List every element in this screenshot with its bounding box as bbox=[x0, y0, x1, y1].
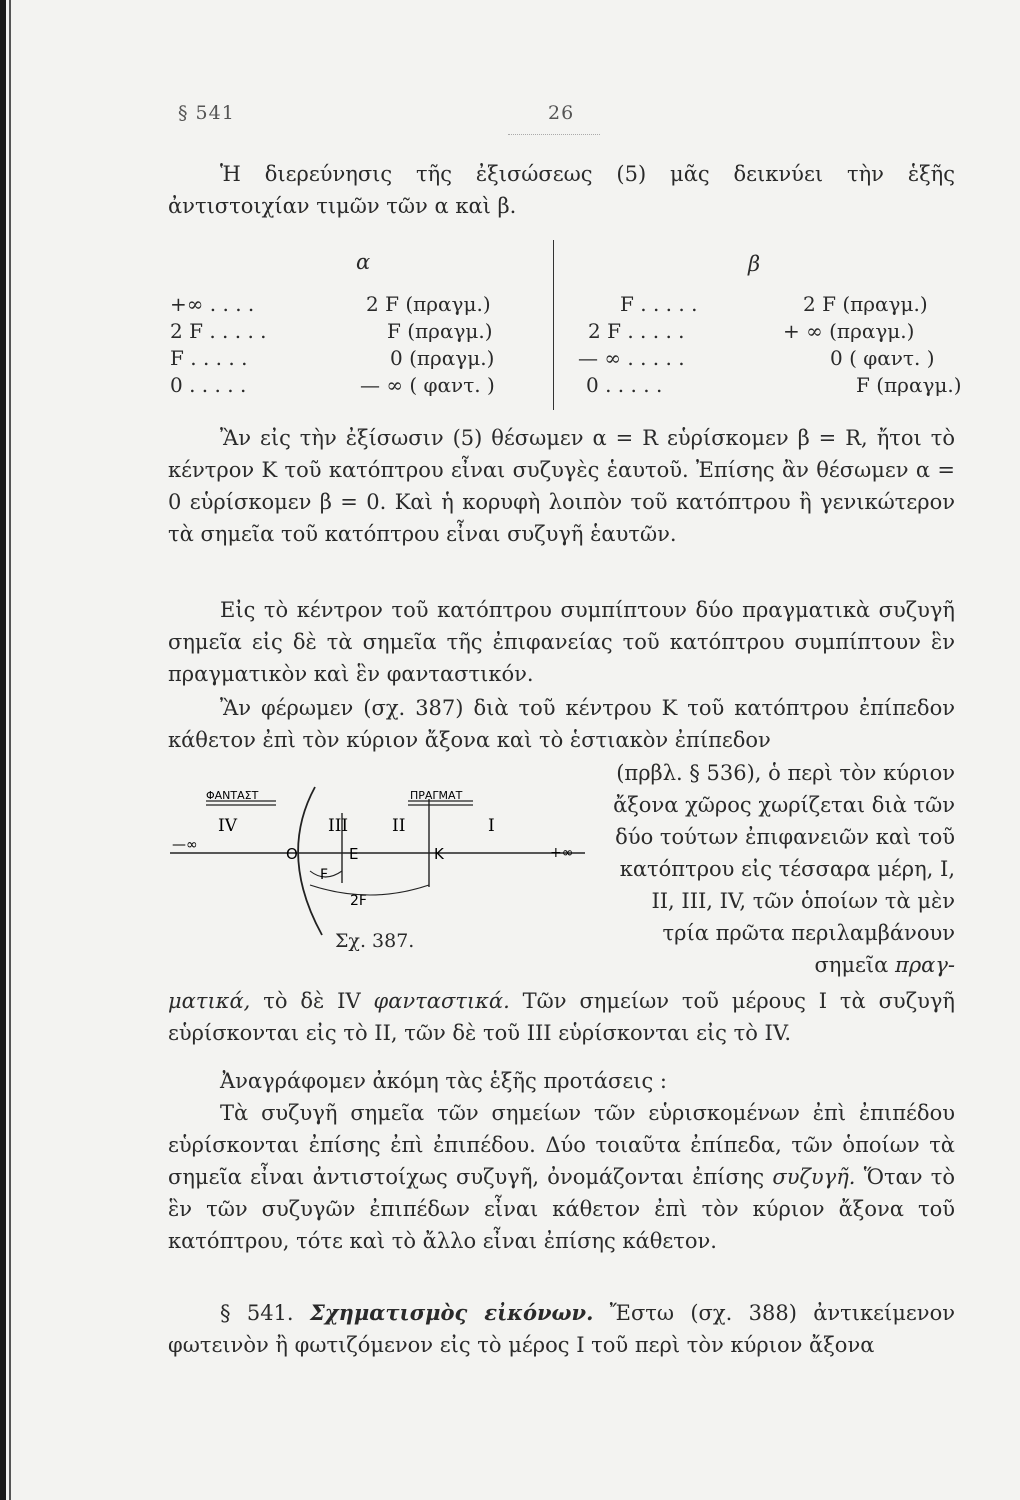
alpha-row: 0 . . . . . bbox=[170, 373, 247, 397]
regions-cont-text2: Τῶν σημείων τοῦ μέρους I τὰ συζυγῆ εὑρίσκονται εἰς τὸ II, τῶν δὲ τοῦ III εὑρίσκονται εἰς τὸ IV. bbox=[168, 989, 955, 1045]
regions-cont-text1: τὸ δὲ IV bbox=[263, 989, 361, 1013]
alpha-row: +∞ . . . . bbox=[170, 292, 255, 316]
label-fantast: ΦΑΝΤΑΣΤ bbox=[206, 789, 259, 802]
paragraph-regions-cont bbox=[168, 985, 955, 1049]
page-number: 26 bbox=[548, 102, 575, 124]
region-iii: III bbox=[328, 816, 349, 836]
region-i: I bbox=[488, 816, 495, 836]
paragraph-conjugate-center: Ἂν εἰς τὴν ἐξίσωσιν (5) θέσωμεν α = R εὑρίσκομεν β = R, ἤτοι τὸ κέντρον Κ τοῦ κατόπτρου εἶναι συζυγὲς ἑαυτοῦ. Ἐπίσης ἂν θέσωμεν α = 0 εὑρίσκομεν β = 0. Καὶ ἡ κορυφὴ λοιπὸν τοῦ κατόπτρου ἢ γενικώτερον τὰ σημεῖα τοῦ κατόπτρου εἶναι συζυγῆ ἑαυτῶν. bbox=[168, 426, 955, 546]
point-k: K bbox=[434, 845, 444, 863]
alpha-row-value: — ∞ ( φαντ. ) bbox=[360, 373, 495, 397]
section-title: Σχηματισμὸς εἰκόνων. bbox=[309, 1300, 594, 1325]
page-binding-edge-inner bbox=[9, 0, 11, 1500]
label-pragmat: ΠΡΑΓΜΑΤ bbox=[410, 789, 463, 802]
paragraph-regions-start: Ἂν φέρωμεν (σχ. 387) διὰ τοῦ κέντρου Κ τοῦ κατόπτρου ἐπίπεδον κάθετον ἐπὶ τὸν κύριον ἄξονα καὶ τὸ ἑστιακὸν ἐπίπεδον bbox=[168, 696, 955, 752]
region-iv: IV bbox=[218, 816, 237, 836]
regions-side-text: (πρβλ. § 536), ὁ περὶ τὸν κύριον ἄξονα χῶρος χωρίζεται διὰ τῶν δύο τούτων ἐπιφανειῶν καὶ τοῦ κατόπτρου εἰς τέσσαρα μέρη, I, II, III, IV, τῶν ὁποίων τὰ μὲν τρία πρῶτα περιλαμβάνουν σημεῖα bbox=[613, 761, 955, 977]
paragraph-propositions-intro: Ἀναγράφομεν ἀκόμη τὰς ἑξῆς προτάσεις : bbox=[220, 1069, 667, 1093]
paragraph-image-formation bbox=[168, 1297, 955, 1361]
header-rule bbox=[508, 134, 600, 135]
figure-387-diagram bbox=[160, 775, 600, 950]
section-number: § 541. bbox=[220, 1301, 294, 1325]
intro-paragraph: Ἡ διερεύνησις τῆς ἐξισώσεως (5) μᾶς δεικνύει τὴν ἑξῆς ἀντιστοιχίαν τιμῶν τῶν α καὶ β. bbox=[168, 162, 955, 218]
2f-brace bbox=[310, 885, 429, 895]
region-ii: II bbox=[392, 816, 406, 836]
label-2f: 2F bbox=[350, 893, 367, 909]
section-marker: § 541 bbox=[178, 102, 235, 124]
beta-row: F . . . . . bbox=[620, 292, 698, 316]
table-divider bbox=[553, 240, 554, 410]
beta-row-value: 0 ( φαντ. ) bbox=[830, 346, 935, 370]
beta-row-value: + ∞ (πραγμ.) bbox=[783, 319, 915, 343]
beta-row: 2 F . . . . . bbox=[588, 319, 685, 343]
figure-caption: Σχ. 387. bbox=[335, 930, 415, 952]
alpha-row-value: 2 F (πραγμ.) bbox=[366, 292, 491, 316]
alpha-row: 2 F . . . . . bbox=[170, 319, 267, 343]
alpha-row-value: 0 (πραγμ.) bbox=[390, 346, 495, 370]
beta-heading: β bbox=[748, 252, 761, 276]
alpha-heading: α bbox=[356, 250, 371, 274]
beta-row: 0 . . . . . bbox=[586, 373, 663, 397]
regions-emphasis-real: ματικά, bbox=[168, 989, 251, 1013]
conjugate-planes-text2: Ὅταν τὸ ἓν τῶν συζυγῶν ἐπιπέδων εἶναι κάθετον ἐπὶ τὸν κύριον ἄξονα τοῦ κατόπτρου, τότε καὶ τὸ ἄλλο εἶναι ἐπίσης κάθετον. bbox=[168, 1165, 955, 1253]
point-o: O bbox=[286, 845, 298, 863]
paragraph-center-points: Εἰς τὸ κέντρον τοῦ κατόπτρου συμπίπτουν δύο πραγματικὰ συζυγῆ σημεῖα εἰς δὲ τὰ σημεῖα τῆς ἐπιφανείας τοῦ κατόπτρου συμπίπτουν ἓν πραγματικὸν καὶ ἓν φανταστικόν. bbox=[168, 598, 955, 686]
conjugate-planes-text: Τὰ συζυγῆ σημεῖα τῶν σημείων τῶν εὑρισκομένων ἐπὶ ἐπιπέδου εὑρίσκονται ἐπίσης ἐπὶ ἐπιπέδου. Δύο τοιαῦτα ἐπίπεδα, τῶν ὁποίων τὰ σημεῖα εἶναι ἀντιστοίχως συζυγῆ, ὀνομάζονται ἐπίσης bbox=[168, 1101, 955, 1189]
page-binding-edge bbox=[0, 0, 6, 1500]
regions-emphasis-virtual: φανταστικά. bbox=[373, 989, 510, 1013]
paragraph-regions-side bbox=[608, 757, 955, 981]
figure-387 bbox=[160, 775, 600, 950]
minus-infinity: —∞ bbox=[172, 837, 198, 853]
mirror-curve bbox=[298, 787, 322, 935]
label-f: F bbox=[320, 867, 329, 883]
alpha-row-value: F (πραγμ.) bbox=[387, 319, 493, 343]
alpha-row: F . . . . . bbox=[170, 346, 248, 370]
image-formation-text: Ἔστω (σχ. 388) ἀντικείμενον φωτεινὸν ἢ φωτιζόμενον εἰς τὸ μέρος I τοῦ περὶ τὸν κύριον ἄξονα bbox=[168, 1301, 955, 1357]
beta-row-value: 2 F (πραγμ.) bbox=[803, 292, 928, 316]
regions-side-emphasis: πραγ- bbox=[895, 953, 955, 977]
point-e: E bbox=[349, 845, 359, 863]
beta-row-value: F (πραγμ.) bbox=[856, 373, 962, 397]
paragraph-conjugate-planes bbox=[168, 1097, 955, 1257]
conjugate-planes-emphasis: συζυγῆ. bbox=[772, 1165, 856, 1189]
beta-row: — ∞ . . . . . bbox=[578, 346, 685, 370]
plus-infinity: +∞ bbox=[550, 845, 574, 861]
